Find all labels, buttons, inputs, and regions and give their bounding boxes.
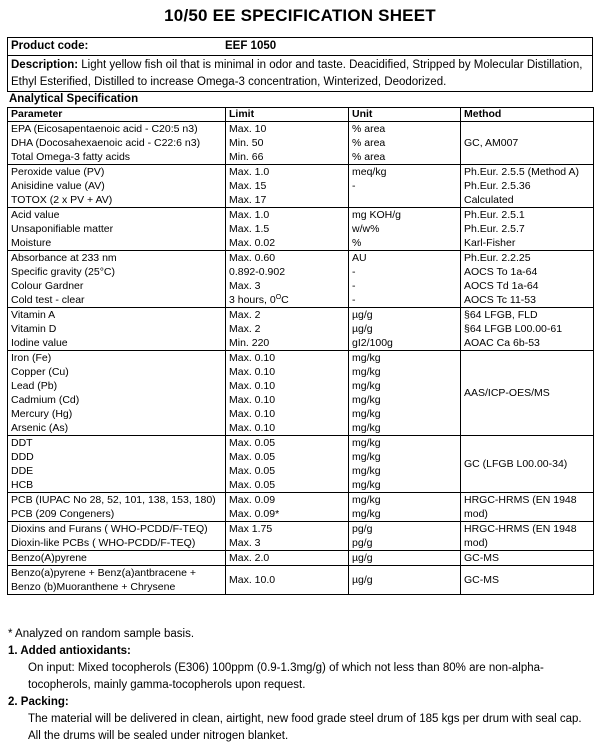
cell-unit: w/w% [349,222,461,236]
cell-method: HRGC-HRMS (EN 1948 mod) [461,493,594,522]
table-row [8,122,594,137]
limit-text: 3 hours, 0 [229,294,276,306]
cell-method: Karl-Fisher [461,236,594,251]
cell-parameter: Vitamin A [8,308,226,323]
cell-parameter: DDT [8,436,226,451]
cell-limit: Max. 0.05 [226,436,349,451]
cell-limit: Max. 3 [226,279,349,293]
cell-parameter: Cold test - clear [8,293,226,308]
cell-unit: mg/kg [349,365,461,379]
cell-method: AOAC Ca 6b-53 [461,336,594,351]
product-code-row [7,37,593,56]
cell-parameter: Arsenic (As) [8,421,226,436]
table-row [8,265,594,279]
antioxidants-text: On input: Mixed tocopherols (E306) 100ppm (0.9-1.3mg/g) of which not less than 80% are non-alpha-tocopherols, mainly gamma-tocopherols upon request. [28,662,544,691]
table-header-row [8,108,594,122]
cell-method: Calculated [461,193,594,208]
cell-method: Ph.Eur. 2.5.36 [461,179,594,193]
cell-limit: Max. 3 [226,536,349,551]
cell-unit: meq/kg [349,165,461,180]
table-row [8,208,594,223]
cell-method: AAS/ICP-OES/MS [461,351,594,436]
cell-parameter: Mercury (Hg) [8,407,226,421]
limit-superscript: O [275,294,282,301]
limit-suffix: C [281,294,289,306]
cell-unit: - [349,279,461,293]
cell-limit: 0.892-0.902 [226,265,349,279]
cell-unit: % [349,236,461,251]
cell-limit: Max. 0.02 [226,236,349,251]
column-header-method: Method [461,108,594,122]
cell-limit: Min. 220 [226,336,349,351]
cell-limit: Min. 50 [226,136,349,150]
cell-parameter: DHA (Docosahexaenoic acid - C22:6 n3) [8,136,226,150]
cell-limit: Max. 2 [226,322,349,336]
cell-unit: mg/kg [349,478,461,493]
description-text: Light yellow fish oil that is minimal in odor and taste. Deacidified, Stripped by Molecular Distillation, Ethyl Esterified, Distilled to increase Omega-3 concentration, Winterized, Deodorized. [11,59,583,88]
table-row [8,351,594,366]
cell-unit: - [349,179,461,193]
table-row [8,436,594,451]
cell-limit: Max. 15 [226,179,349,193]
cell-unit: mg/kg [349,407,461,421]
cell-parameter: Dioxins and Furans ( WHO-PCDD/F-TEQ) [8,522,226,537]
cell-method: HRGC-HRMS (EN 1948 mod) [461,522,594,551]
cell-parameter: Copper (Cu) [8,365,226,379]
page-title: 10/50 EE SPECIFICATION SHEET [164,6,436,25]
cell-parameter: Cadmium (Cd) [8,393,226,407]
product-code-label: Product code: [11,40,89,52]
cell-parameter: Unsaponifiable matter [8,222,226,236]
cell-parameter: PCB (209 Congeners) [8,507,226,522]
section-title: Analytical Specification [9,93,139,105]
cell-limit: Max. 0.10 [226,407,349,421]
table-row [8,236,594,251]
description-box [7,56,593,92]
cell-parameter: EPA (Eicosapentaenoic acid - C20:5 n3) [8,122,226,137]
cell-unit: mg/kg [349,393,461,407]
table-row [8,193,594,208]
cell-unit: µg/g [349,566,461,595]
cell-method: GC-MS [461,551,594,566]
cell-limit: Max. 0.10 [226,393,349,407]
cell-unit: gI2/100g [349,336,461,351]
cell-method: Ph.Eur. 2.5.1 [461,208,594,223]
column-header-parameter: Parameter [8,108,226,122]
cell-unit: mg/kg [349,450,461,464]
cell-parameter: DDD [8,450,226,464]
cell-limit: Max. 2.0 [226,551,349,566]
table-row [8,222,594,236]
footnote: * Analyzed on random sample basis. [8,628,195,640]
cell-unit: pg/g [349,522,461,537]
cell-limit: Max. 17 [226,193,349,208]
cell-limit: Max. 0.05 [226,464,349,478]
cell-parameter: DDE [8,464,226,478]
cell-method: AOCS Tc 11-53 [461,293,594,308]
cell-limit: Max. 2 [226,308,349,323]
cell-unit: mg/kg [349,507,461,522]
column-header-limit: Limit [226,108,349,122]
cell-parameter: TOTOX (2 x PV + AV) [8,193,226,208]
cell-parameter: Lead (Pb) [8,379,226,393]
cell-unit: AU [349,251,461,266]
cell-limit: Max. 0.10 [226,351,349,366]
cell-unit: µg/g [349,308,461,323]
cell-method: AOCS Td 1a-64 [461,279,594,293]
cell-method: Ph.Eur. 2.2.25 [461,251,594,266]
cell-method: §64 LFGB L00.00-61 [461,322,594,336]
cell-parameter: PCB (IUPAC No 28, 52, 101, 138, 153, 180) [8,493,226,508]
cell-limit: Max. 0.09 [226,493,349,508]
cell-unit: % area [349,122,461,137]
cell-limit: Max. 0.09* [226,507,349,522]
cell-limit: Max. 1.0 [226,165,349,180]
cell-unit: µg/g [349,322,461,336]
cell-parameter: Anisidine value (AV) [8,179,226,193]
cell-limit: Max. 1.0 [226,208,349,223]
cell-limit: Max. 1.5 [226,222,349,236]
table-row [8,308,594,323]
cell-parameter: Acid value [8,208,226,223]
cell-limit: Max. 10 [226,122,349,137]
cell-limit: Max. 0.05 [226,478,349,493]
cell-parameter: HCB [8,478,226,493]
cell-unit: µg/g [349,551,461,566]
table-row [8,179,594,193]
cell-limit: Min. 66 [226,150,349,165]
cell-parameter: Moisture [8,236,226,251]
cell-parameter: Benzo(A)pyrene [8,551,226,566]
description-label: Description: [11,59,79,71]
cell-parameter: Iodine value [8,336,226,351]
spec-table [7,107,594,595]
cell-unit [349,193,461,208]
cell-method: GC, AM007 [461,122,594,165]
cell-unit: mg/kg [349,436,461,451]
product-code-value: EEF 1050 [225,40,277,52]
cell-method: §64 LFGB, FLD [461,308,594,323]
cell-parameter: Benzo(a)pyrene + Benz(a)antbracene + Benzo (b)Muoranthene + Chrysene [8,566,226,595]
cell-unit: mg/kg [349,379,461,393]
cell-parameter: Peroxide value (PV) [8,165,226,180]
cell-limit [226,293,349,308]
cell-unit: mg/kg [349,464,461,478]
cell-unit: % area [349,150,461,165]
table-row [8,293,594,308]
table-row [8,279,594,293]
packing-text: The material will be delivered in clean, airtight, new food grade steel drum of 185 kgs per drum with seal cap. All the drums will be sealed under nitrogen blanket. [28,713,582,742]
cell-unit: mg KOH/g [349,208,461,223]
packing-heading: 2. Packing: [8,696,69,708]
cell-limit: Max. 0.05 [226,450,349,464]
cell-parameter: Total Omega-3 fatty acids [8,150,226,165]
cell-method: GC-MS [461,566,594,595]
column-header-unit: Unit [349,108,461,122]
cell-unit: - [349,265,461,279]
cell-unit: mg/kg [349,421,461,436]
cell-unit: mg/kg [349,351,461,366]
table-row [8,165,594,180]
table-row [8,251,594,266]
cell-parameter: Iron (Fe) [8,351,226,366]
cell-unit: % area [349,136,461,150]
table-row [8,566,594,595]
cell-limit: Max. 0.10 [226,379,349,393]
cell-limit: Max. 10.0 [226,566,349,595]
cell-unit: mg/kg [349,493,461,508]
antioxidants-heading: 1. Added antioxidants: [8,645,131,657]
cell-method: GC (LFGB L00.00-34) [461,436,594,493]
cell-method: AOCS To 1a-64 [461,265,594,279]
table-row [8,551,594,566]
table-row [8,522,594,537]
cell-method: Ph.Eur. 2.5.7 [461,222,594,236]
cell-parameter: Vitamin D [8,322,226,336]
cell-limit: Max 1.75 [226,522,349,537]
cell-parameter: Colour Gardner [8,279,226,293]
cell-method: Ph.Eur. 2.5.5 (Method A) [461,165,594,180]
cell-parameter: Dioxin-like PCBs ( WHO-PCDD/F-TEQ) [8,536,226,551]
cell-unit: - [349,293,461,308]
cell-unit: pg/g [349,536,461,551]
cell-parameter: Specific gravity (25°C) [8,265,226,279]
table-row [8,493,594,508]
cell-parameter: Absorbance at 233 nm [8,251,226,266]
table-row [8,336,594,351]
cell-limit: Max. 0.10 [226,365,349,379]
cell-limit: Max. 0.10 [226,421,349,436]
table-row [8,322,594,336]
cell-limit: Max. 0.60 [226,251,349,266]
